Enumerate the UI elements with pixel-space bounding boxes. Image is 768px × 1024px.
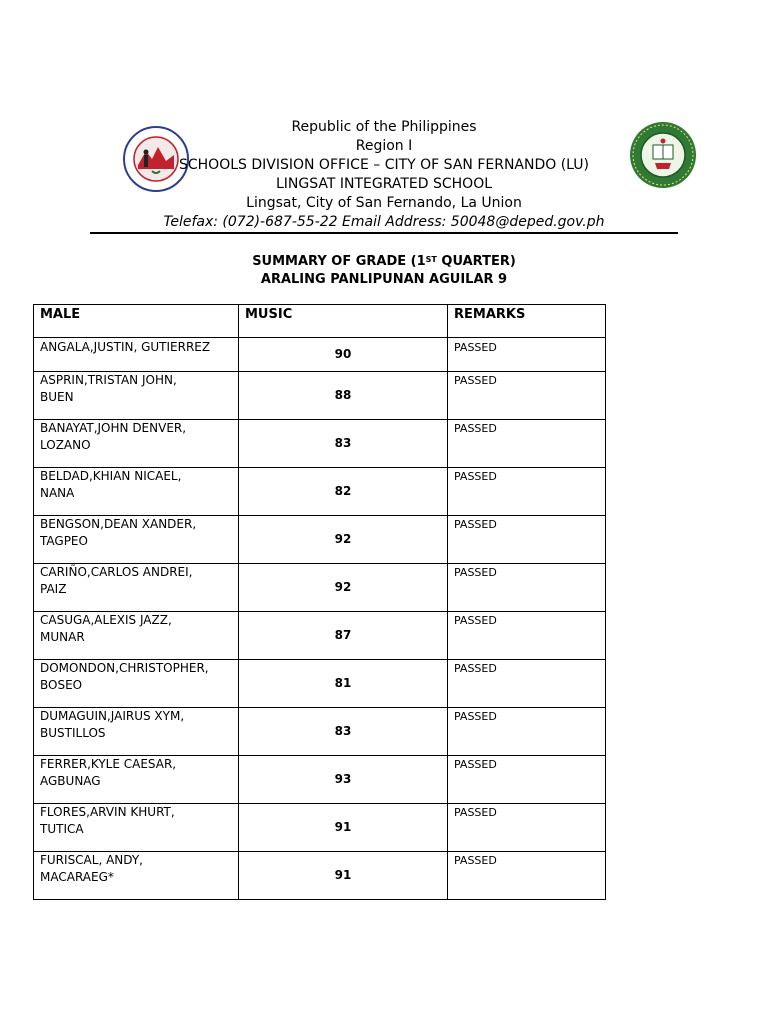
table-row xyxy=(34,516,606,564)
music-grade-cell: 87 xyxy=(239,612,448,660)
student-name-line1: FLORES,ARVIN KHURT, xyxy=(40,805,175,819)
student-name-line2: BUEN xyxy=(40,390,74,404)
student-name-line2: TAGPEO xyxy=(40,534,88,548)
student-name-line2: PAIZ xyxy=(40,582,67,596)
subject-title: ARALING PANLIPUNAN AGUILAR 9 xyxy=(260,272,508,287)
student-name-cell xyxy=(34,468,239,516)
student-name-line1: BENGSON,DEAN XANDER, xyxy=(40,517,197,531)
table-row xyxy=(34,852,606,900)
table-row xyxy=(34,338,606,372)
header-contact: Telefax: (072)-687-55-22 Email Address: 50048@deped.gov.ph xyxy=(163,214,605,230)
table-row xyxy=(34,564,606,612)
student-name-line2: BOSEO xyxy=(40,678,83,692)
music-grade-cell: 91 xyxy=(239,804,448,852)
grades-table xyxy=(33,304,606,900)
table-row xyxy=(34,756,606,804)
table-header-row xyxy=(34,305,606,338)
music-grade-cell: 90 xyxy=(239,338,448,372)
music-grade-cell: 91 xyxy=(239,852,448,900)
student-name-line1: CARIÑO,CARLOS ANDREI, xyxy=(40,565,193,579)
student-name-line1: DOMONDON,CHRISTOPHER, xyxy=(40,661,209,675)
music-grade-cell: 83 xyxy=(239,420,448,468)
remarks-cell: PASSED xyxy=(448,804,606,852)
remarks-cell: PASSED xyxy=(448,612,606,660)
table-row xyxy=(34,660,606,708)
student-name-cell xyxy=(34,660,239,708)
student-name-cell xyxy=(34,756,239,804)
music-grade-cell: 83 xyxy=(239,708,448,756)
header-divider xyxy=(90,232,678,234)
student-name-line2: MUNAR xyxy=(40,630,85,644)
student-name-cell xyxy=(34,564,239,612)
header-region: Region I xyxy=(355,138,413,154)
remarks-cell: PASSED xyxy=(448,468,606,516)
table-row xyxy=(34,612,606,660)
student-name-line2: LOZANO xyxy=(40,438,91,452)
remarks-cell: PASSED xyxy=(448,516,606,564)
header-division-office: SCHOOLS DIVISION OFFICE – CITY OF SAN FERNANDO (LU) xyxy=(178,157,589,173)
remarks-cell: PASSED xyxy=(448,372,606,420)
student-name-line2: BUSTILLOS xyxy=(40,726,106,740)
remarks-cell: PASSED xyxy=(448,660,606,708)
student-name-line2: NANA xyxy=(40,486,75,500)
student-name-line2: TUTICA xyxy=(40,822,84,836)
column-header-male: MALE xyxy=(34,305,239,338)
music-grade-cell: 88 xyxy=(239,372,448,420)
student-name-line1: ASPRIN,TRISTAN JOHN, xyxy=(40,373,177,387)
music-grade-cell: 92 xyxy=(239,516,448,564)
table-row xyxy=(34,468,606,516)
header-school-name: LINGSAT INTEGRATED SCHOOL xyxy=(275,176,493,192)
summary-title: SUMMARY OF GRADE (1ST QUARTER) xyxy=(252,254,516,269)
student-name-cell xyxy=(34,612,239,660)
table-row xyxy=(34,708,606,756)
remarks-cell: PASSED xyxy=(448,708,606,756)
music-grade-cell: 81 xyxy=(239,660,448,708)
student-name-line2: MACARAEG* xyxy=(40,870,114,884)
student-name-cell xyxy=(34,708,239,756)
student-name-cell xyxy=(34,516,239,564)
remarks-cell: PASSED xyxy=(448,420,606,468)
student-name-cell xyxy=(34,338,239,372)
remarks-cell: PASSED xyxy=(448,564,606,612)
music-grade-cell: 92 xyxy=(239,564,448,612)
music-grade-cell: 93 xyxy=(239,756,448,804)
student-name-cell xyxy=(34,420,239,468)
student-name-cell xyxy=(34,804,239,852)
table-row xyxy=(34,804,606,852)
remarks-cell: PASSED xyxy=(448,756,606,804)
student-name-line1: ANGALA,JUSTIN, GUTIERREZ xyxy=(40,340,211,354)
table-row xyxy=(34,420,606,468)
student-name-line1: DUMAGUIN,JAIRUS XYM, xyxy=(40,709,185,723)
column-header-music: MUSIC xyxy=(239,305,448,338)
student-name-line1: CASUGA,ALEXIS JAZZ, xyxy=(40,613,172,627)
student-name-cell xyxy=(34,852,239,900)
table-row xyxy=(34,372,606,420)
student-name-cell xyxy=(34,372,239,420)
student-name-line1: BANAYAT,JOHN DENVER, xyxy=(40,421,187,435)
student-name-line2: AGBUNAG xyxy=(40,774,101,788)
header-republic: Republic of the Philippines xyxy=(291,119,477,135)
student-name-line1: FERRER,KYLE CAESAR, xyxy=(40,757,177,771)
student-name-line1: BELDAD,KHIAN NICAEL, xyxy=(40,469,182,483)
column-header-remarks: REMARKS xyxy=(448,305,606,338)
student-name-line1: FURISCAL, ANDY, xyxy=(40,853,143,867)
header-address: Lingsat, City of San Fernando, La Union xyxy=(246,195,522,211)
remarks-cell: PASSED xyxy=(448,852,606,900)
music-grade-cell: 82 xyxy=(239,468,448,516)
remarks-cell: PASSED xyxy=(448,338,606,372)
